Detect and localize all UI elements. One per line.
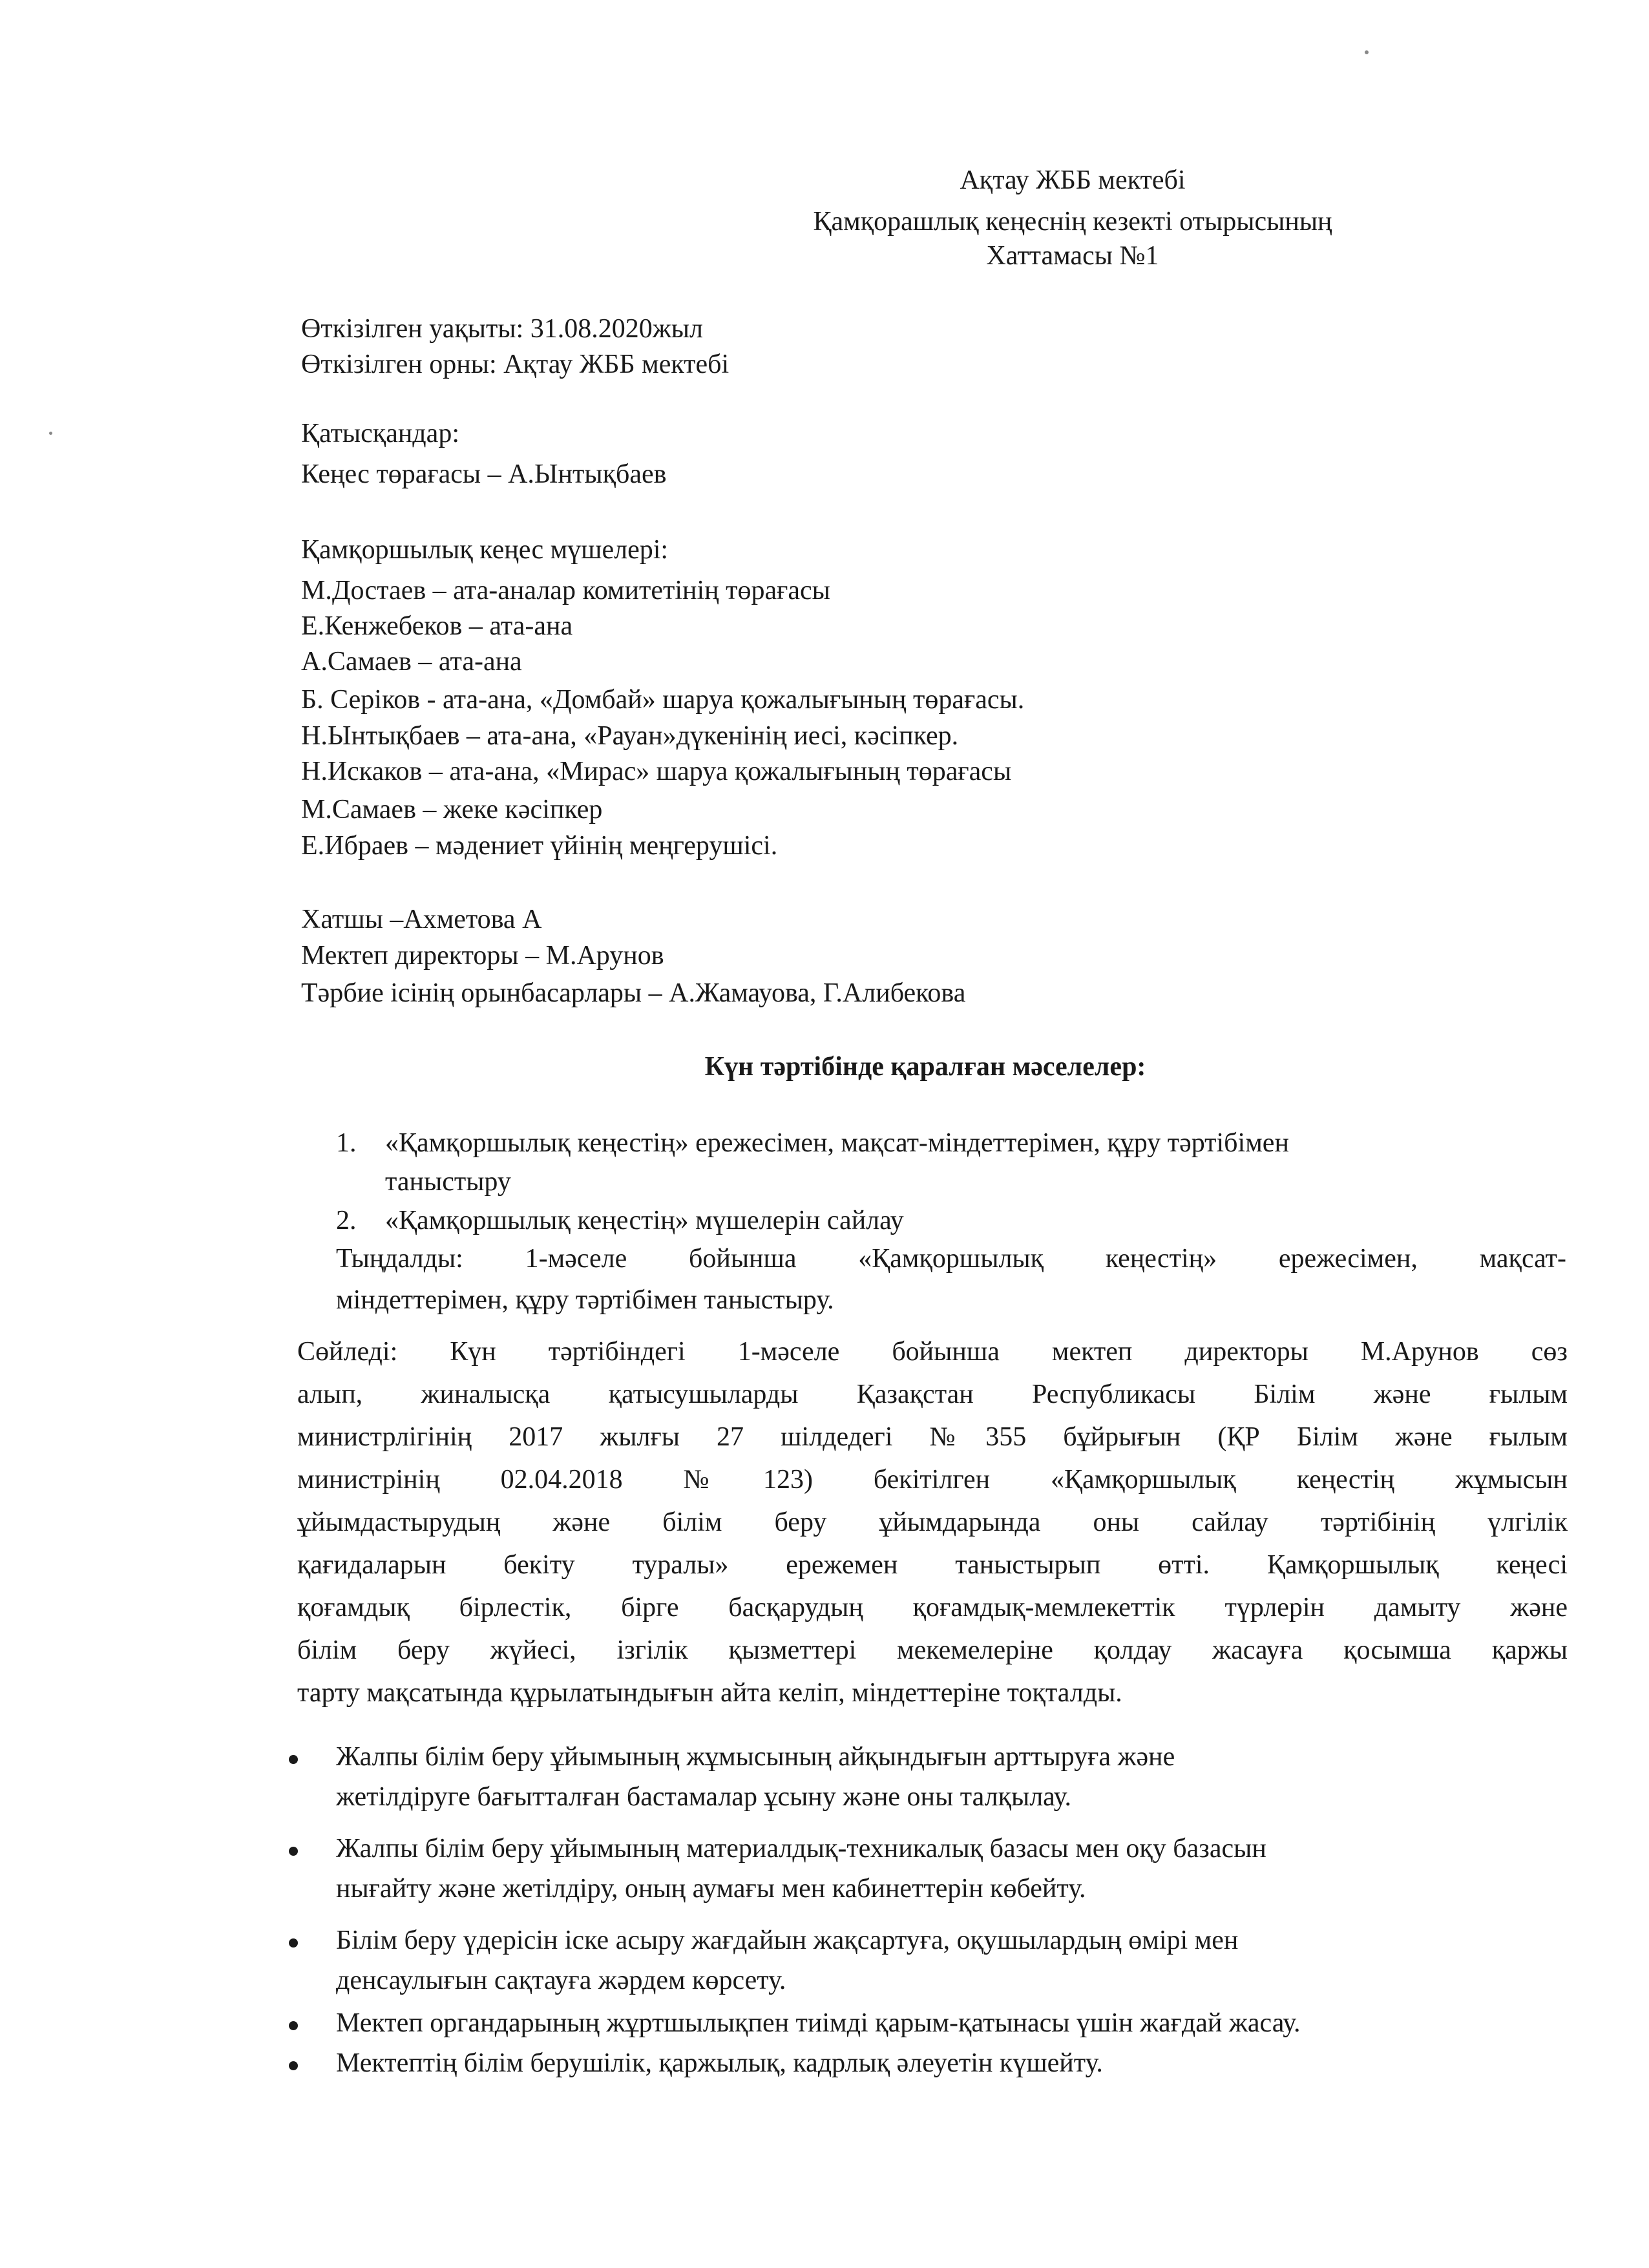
spoke-paragraph-line: Сөйледі: Күн тәртібіндегі 1-мәселе бойынша мектеп директоры М.Арунов сөз [297, 1337, 1568, 1367]
school-director: Мектеп директоры – М.Арунов [301, 941, 664, 971]
protocol-number: Хаттамасы №1 [986, 241, 1159, 271]
bullet-icon [289, 1847, 298, 1856]
members-heading: Қамқоршылық кеңес мүшелері: [301, 535, 669, 565]
meeting-place: Өткізілген орны: Ақтау ЖББ мектебі [301, 350, 730, 379]
member-item: А.Самаев – ата-ана [301, 647, 522, 677]
agenda-item-text: таныстыру [385, 1167, 511, 1197]
duty-item: жетілдіруге бағытталған бастамалар ұсыну және оны талқылау. [336, 1782, 1071, 1812]
duty-item: нығайту және жетілдіру, оның аумағы мен кабинеттерін көбейту. [336, 1874, 1086, 1904]
spoke-paragraph-line: қоғамдық бірлестік, бірге басқарудың қоғамдық-мемлекеттік түрлерін дамыту және [297, 1593, 1568, 1622]
agenda-item-number: 2. [336, 1206, 357, 1235]
agenda-item-text: «Қамқоршылық кеңестің» мүшелерін сайлау [385, 1206, 904, 1235]
agenda-heading: Күн тәртібінде қаралған мәселелер: [704, 1052, 1146, 1082]
spoke-paragraph-line: министрлігінің 2017 жылғы 27 шілдедегі №355 бұйрығын (ҚР Білім және ғылым [297, 1422, 1568, 1452]
listened-text: міндеттерімен, құру тәртібімен таныстыру. [336, 1285, 834, 1315]
agenda-item-text: «Қамқоршылық кеңестің» ережесімен, мақсат-міндеттерімен, құру тәртібімен [385, 1128, 1289, 1158]
scan-speck [1365, 50, 1369, 54]
duty-item: Мектеп органдарының жұртшылықпен тиімді қарым-қатынасы үшін жағдай жасау. [336, 2008, 1301, 2038]
council-chairman: Кеңес төрағасы – А.Ынтықбаев [301, 459, 667, 489]
bullet-icon [289, 2021, 298, 2030]
duty-item: Білім беру үдерісін іске асыру жағдайын жақсартуға, оқушылардың өмірі мен [336, 1926, 1239, 1955]
duty-item: денсаулығын сақтауға жәрдем көрсету. [336, 1966, 786, 1995]
participants-heading: Қатысқандар: [301, 419, 459, 448]
deputy-directors: Тәрбие ісінің орынбасарлары – А.Жамауова, Г.Алибекова [301, 978, 966, 1008]
member-item: Б. Серіков - ата-ана, «Домбай» шаруа қожалығының төрағасы. [301, 685, 1025, 715]
bullet-icon [289, 1938, 298, 1948]
member-item: М.Достаев – ата-аналар комитетінің төрағасы [301, 576, 830, 605]
bullet-icon [289, 1755, 298, 1764]
spoke-paragraph-line: ұйымдастырудың және білім беру ұйымдарында оны сайлау тәртібінің үлгілік [297, 1507, 1568, 1537]
duty-item: Жалпы білім беру ұйымының материалдық-техникалық базасы мен оқу базасын [336, 1834, 1266, 1864]
member-item: Е.Кенжебеков – ата-ана [301, 611, 573, 641]
bullet-icon [289, 2061, 298, 2070]
meeting-title: Қамқорашлық кеңеснің кезекті отырысының [813, 207, 1332, 236]
meeting-time: Өткізілген уақыты: 31.08.2020жыл [301, 314, 703, 344]
agenda-item-number: 1. [336, 1128, 357, 1158]
member-item: Н.Ынтықбаев – ата-ана, «Рауан»дүкенінің иесі, кәсіпкер. [301, 721, 959, 751]
secretary: Хатшы –Ахметова А [301, 905, 542, 934]
spoke-paragraph-line: алып, жиналысқа қатысушыларды Қазақстан Республикасы Білім және ғылым [297, 1380, 1568, 1409]
duty-item: Жалпы білім беру ұйымының жұмысының айқындығын арттыруға және [336, 1742, 1175, 1772]
member-item: Н.Искаков – ата-ана, «Мирас» шаруа қожалығының төрағасы [301, 757, 1012, 786]
school-title: Ақтау ЖББ мектебі [960, 165, 1186, 195]
spoke-paragraph-line: білім беру жүйесі, ізгілік қызметтері мекемелеріне қолдау жасауға қосымша қаржы [297, 1635, 1568, 1665]
spoke-paragraph-line: тарту мақсатында құрылатындығын айта келіп, міндеттеріне тоқталды. [297, 1678, 1122, 1708]
member-item: Е.Ибраев – мәдениет үйінің меңгерушісі. [301, 831, 778, 861]
listened-text: Тыңдалды: 1-мәселе бойынша «Қамқоршылық кеңестің» ережесімен, мақсат- [336, 1244, 1566, 1274]
spoke-paragraph-line: министрінің 02.04.2018 №123) бекітілген «Қамқоршылық кеңестің жұмысын [297, 1465, 1568, 1495]
spoke-paragraph-line: қағидаларын бекіту туралы» ережемен таныстырып өтті. Қамқоршылық кеңесі [297, 1550, 1568, 1580]
member-item: М.Самаев – жеке кәсіпкер [301, 795, 603, 824]
duty-item: Мектептің білім берушілік, қаржылық, кадрлық әлеуетін күшейту. [336, 2048, 1103, 2078]
scan-speck [49, 432, 52, 435]
